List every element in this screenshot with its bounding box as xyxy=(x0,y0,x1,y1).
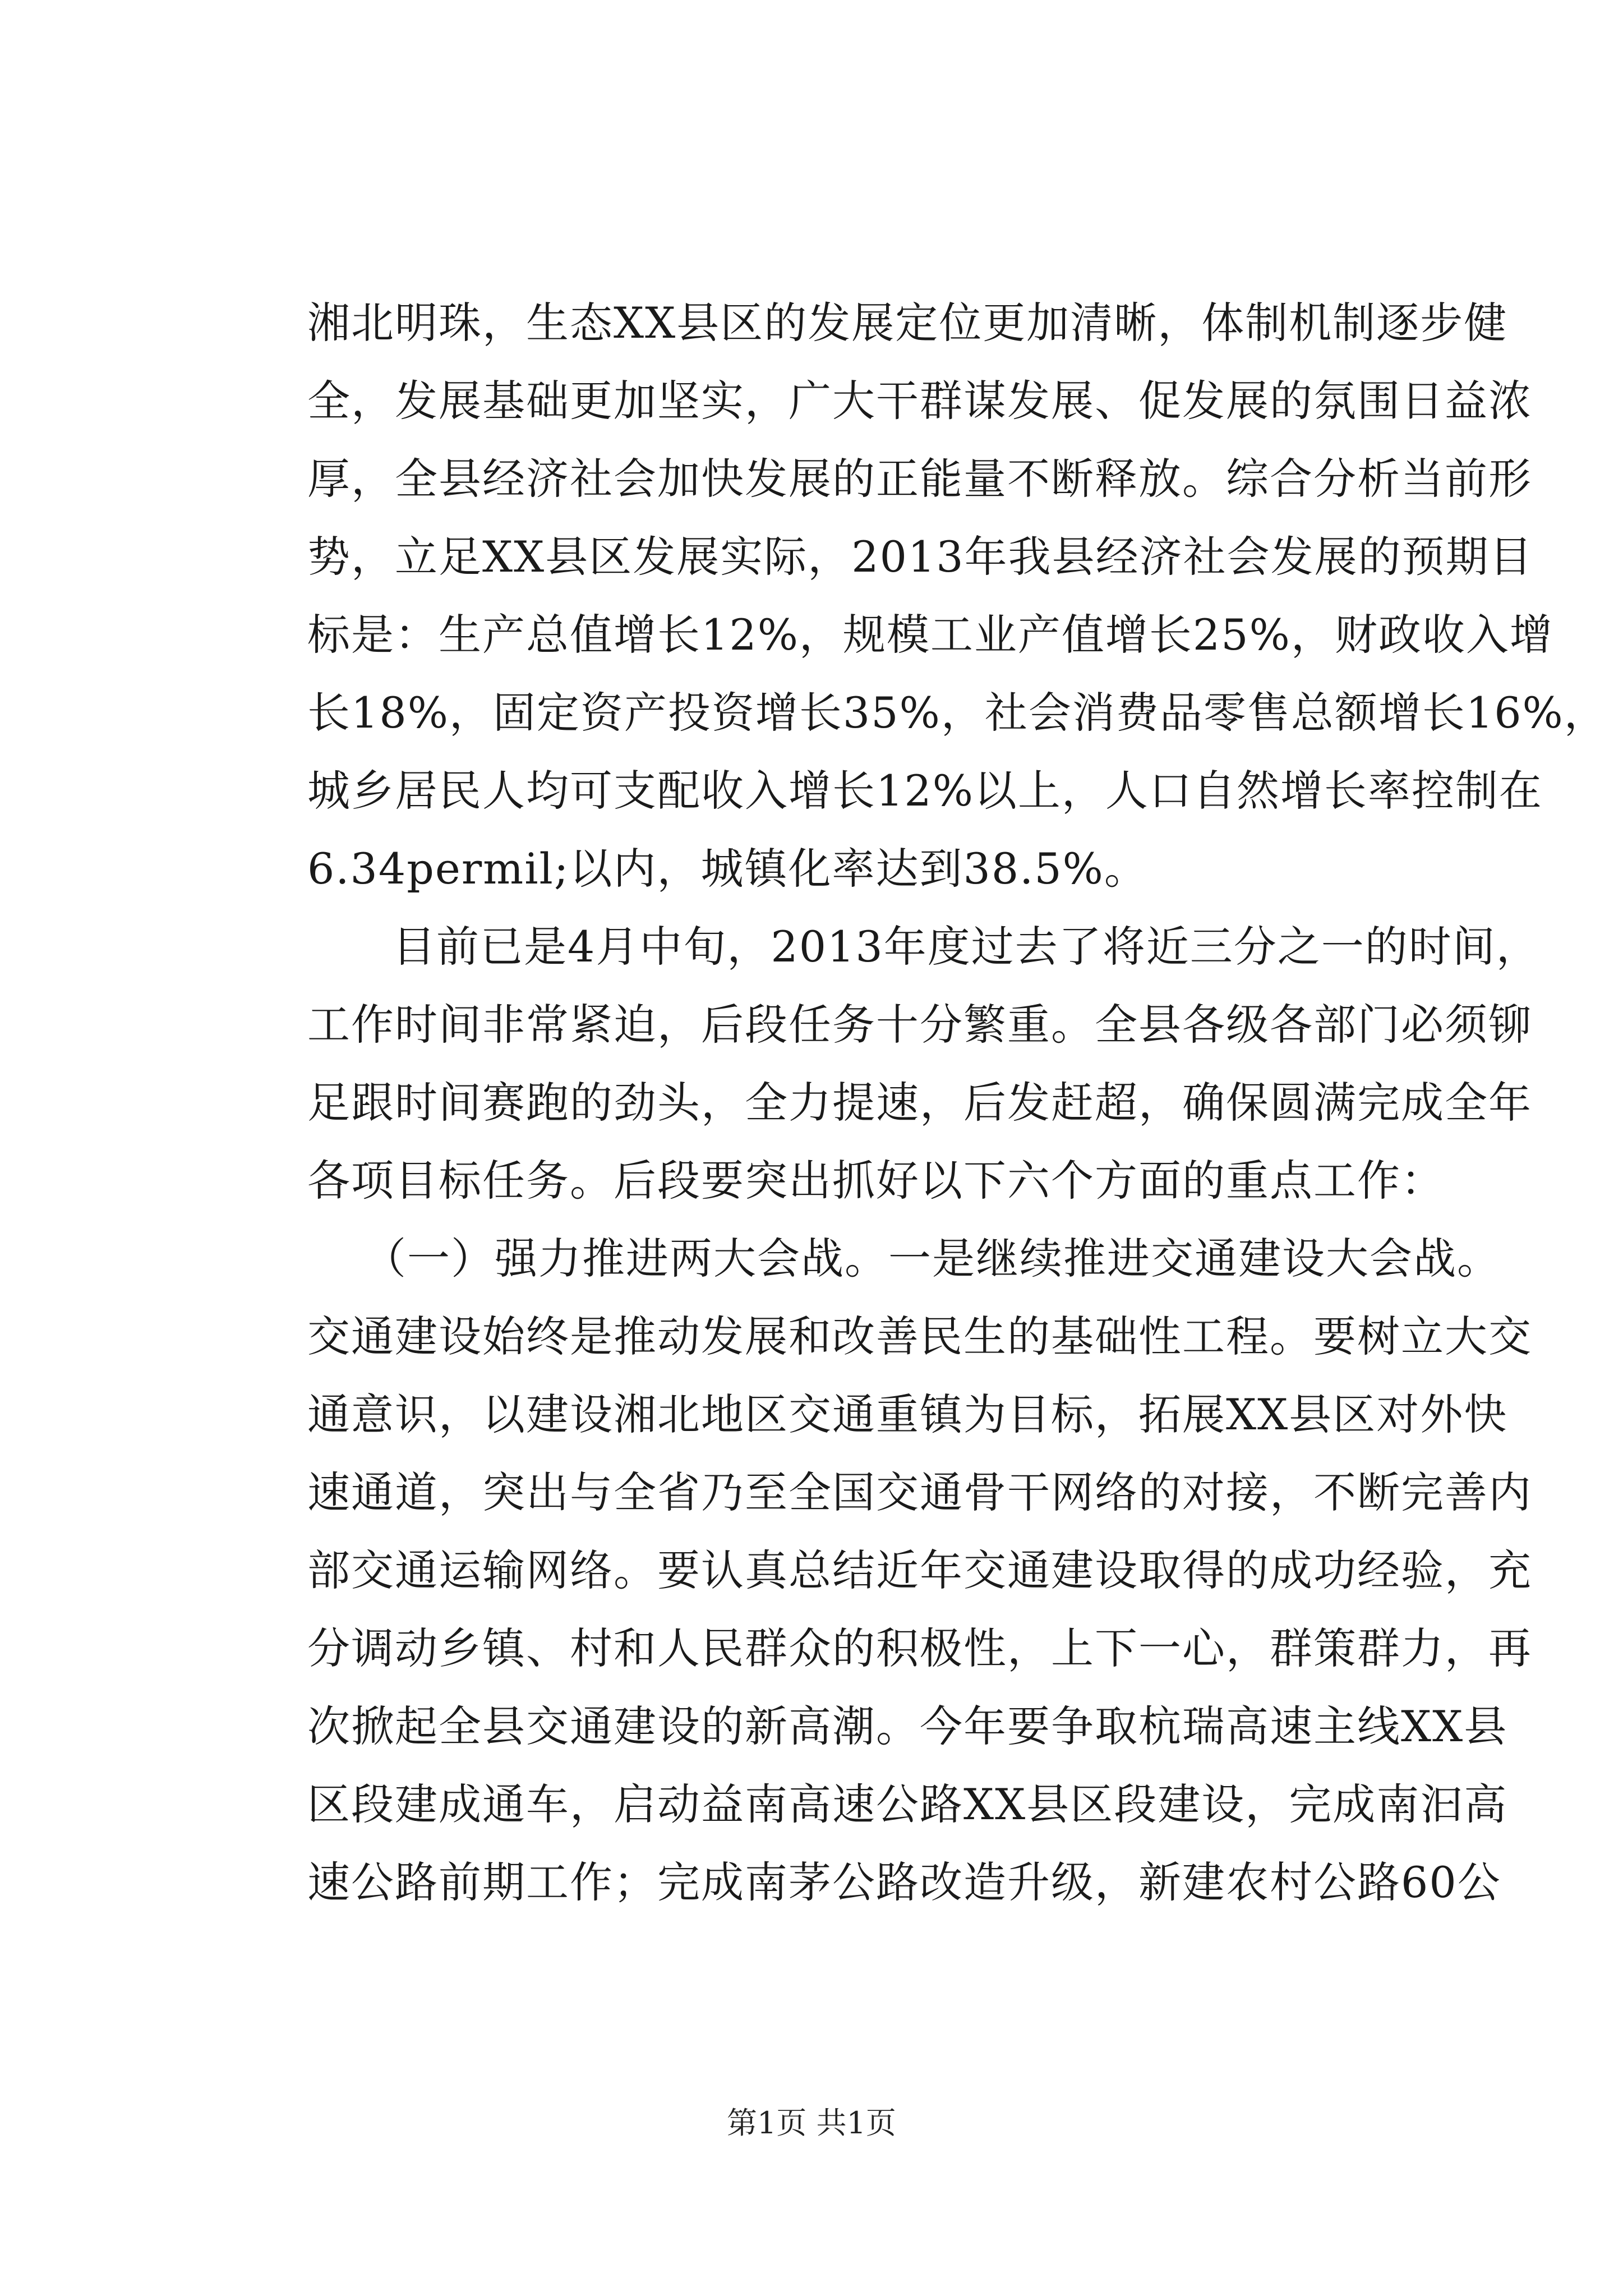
text-line: 通意识，以建设湘北地区交通重镇为目标，拓展XX县区对外快 xyxy=(307,1389,1508,1439)
paragraph-start-line: 目前已是4月中旬，2013年度过去了将近三分之一的时间， xyxy=(393,922,1540,972)
text-line: 6.34permil;以内，城镇化率达到38.5%。 xyxy=(307,844,1148,894)
text-line: 足跟时间赛跑的劲头，全力提速，后发赶超，确保圆满完成全年 xyxy=(307,1078,1532,1128)
text-line: 标是：生产总值增长12%，规模工业产值增长25%，财政收入增 xyxy=(307,610,1553,660)
text-line: 厚，全县经济社会加快发展的正能量不断释放。综合分析当前形 xyxy=(307,454,1532,504)
text-line: 城乡居民人均可支配收入增长12%以上，人口自然增长率控制在 xyxy=(307,766,1543,816)
text-line: 速通道，突出与全省乃至全国交通骨干网络的对接，不断完善内 xyxy=(307,1467,1532,1517)
text-line: 长18%，固定资产投资增长35%，社会消费品零售总额增长16%， xyxy=(307,688,1608,738)
section-heading-line: （一）强力推进两大会战。一是继续推进交通建设大会战。 xyxy=(363,1234,1501,1283)
text-line: 区段建成通车，启动益南高速公路XX县区段建设，完成南汩高 xyxy=(307,1779,1508,1829)
text-line: 工作时间非常紧迫，后段任务十分繁重。全县各级各部门必须铆 xyxy=(307,1000,1532,1050)
text-line: 速公路前期工作；完成南茅公路改造升级，新建农村公路60公 xyxy=(307,1857,1501,1907)
page-footer: 第1页 共1页 xyxy=(727,2105,896,2141)
text-line: 湘北明珠，生态XX县区的发展定位更加清晰，体制机制逐步健 xyxy=(307,298,1508,348)
text-line: 交通建设始终是推动发展和改善民生的基础性工程。要树立大交 xyxy=(307,1312,1532,1361)
text-line: 分调动乡镇、村和人民群众的积极性，上下一心，群策群力，再 xyxy=(307,1623,1532,1673)
text-line: 各项目标任务。后段要突出抓好以下六个方面的重点工作： xyxy=(307,1156,1445,1205)
text-line: 部交通运输网络。要认真总结近年交通建设取得的成功经验，充 xyxy=(307,1545,1532,1595)
text-line: 势，立足XX县区发展实际，2013年我县经济社会发展的预期目 xyxy=(307,532,1533,582)
text-line: 全，发展基础更加坚实，广大干群谋发展、促发展的氛围日益浓 xyxy=(307,376,1532,426)
text-line: 次掀起全县交通建设的新高潮。今年要争取杭瑞高速主线XX县 xyxy=(307,1701,1508,1751)
